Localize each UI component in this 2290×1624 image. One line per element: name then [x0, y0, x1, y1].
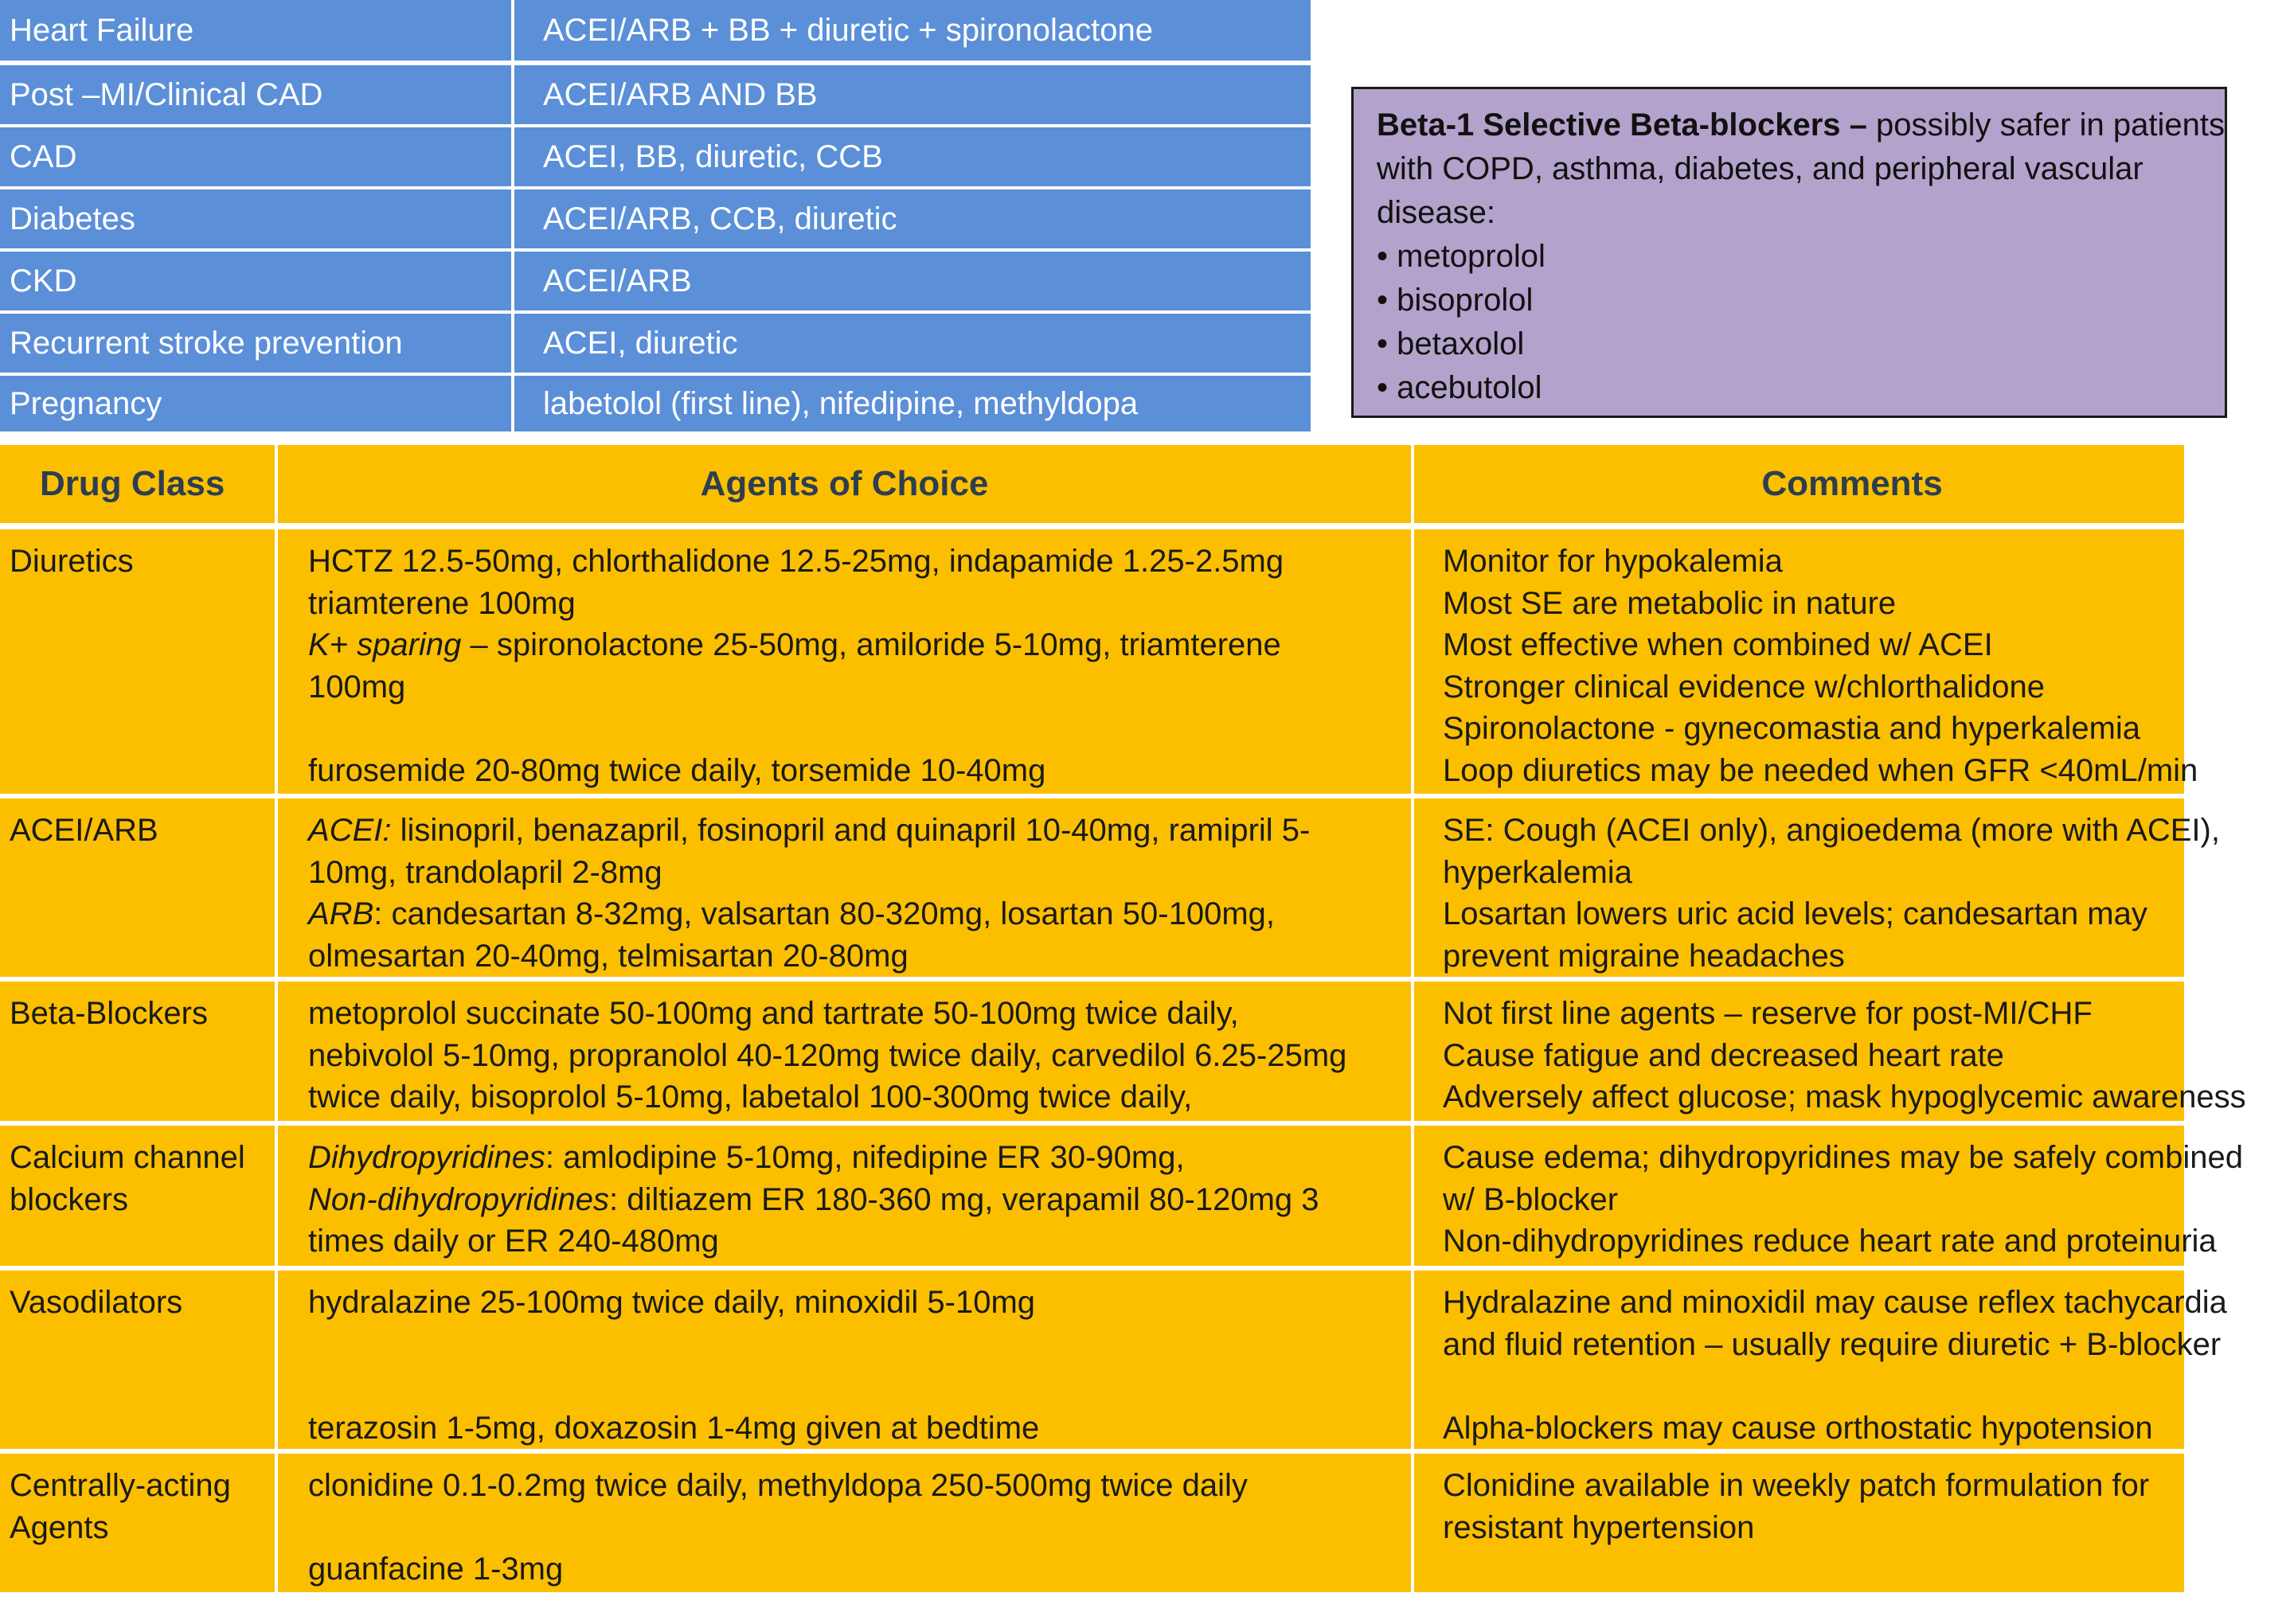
drug-class-line: Calcium channel: [10, 1140, 245, 1175]
beta-box-intro-3: disease:: [1377, 195, 1495, 230]
agents-line: ACEI: lisinopril, benazapril, fosinopril and quinapril 10-40mg, ramipril 5-: [308, 813, 1311, 848]
drug-class-table: [0, 445, 2246, 1592]
drug-class-cell: [0, 1454, 275, 1592]
comments-line: Alpha-blockers may cause orthostatic hypotension: [1443, 1410, 2153, 1446]
beta-box-drug: • acebutolol: [1377, 366, 2225, 410]
agents-line: hydralazine 25-100mg twice daily, minoxidil 5-10mg: [308, 1285, 1036, 1320]
comments-line: and fluid retention – usually require diuretic + B-blocker: [1443, 1326, 2222, 1362]
indication-row: [0, 252, 1311, 310]
beta-box-title: Beta-1 Selective Beta-blockers –: [1377, 107, 1867, 142]
indication-condition: Recurrent stroke prevention: [10, 326, 403, 361]
comments-line: w/ B-blocker: [1443, 1181, 1619, 1217]
drug-class-line: Vasodilators: [10, 1285, 183, 1320]
agents-line: ARB: candesartan 8-32mg, valsartan 80-320mg, losartan 50-100mg,: [308, 896, 1276, 931]
agents-subclass-label: K+ sparing: [308, 627, 462, 662]
comments-line: Cause fatigue and decreased heart rate: [1443, 1037, 2004, 1073]
agents-cell: [278, 1454, 1411, 1592]
table-row: [0, 1271, 2227, 1449]
indication-row: [0, 314, 1311, 373]
agents-line: guanfacine 1-3mg: [308, 1552, 564, 1587]
agents-line: nebivolol 5-10mg, propranolol 40-120mg twice daily, carvedilol 6.25-25mg: [308, 1037, 1347, 1073]
comments-line: hyperkalemia: [1443, 854, 1632, 890]
agents-line: Non-dihydropyridines: diltiazem ER 180-360 mg, verapamil 80-120mg 3: [308, 1181, 1319, 1217]
drug-class-cell: [0, 529, 275, 794]
agents-blank-line: [308, 708, 1411, 750]
drug-class-line: Agents: [10, 1509, 109, 1545]
comments-line: Non-dihydropyridines reduce heart rate and proteinuria: [1443, 1224, 2217, 1259]
agents-blank-line: [308, 1365, 1411, 1407]
drug-class-cell: [0, 982, 275, 1121]
agents-line: triamterene 100mg: [308, 585, 576, 621]
agents-line: times daily or ER 240-480mg: [308, 1224, 719, 1259]
agents-line: terazosin 1-5mg, doxazosin 1-4mg given at bedtime: [308, 1410, 1040, 1446]
indication-condition: Diabetes: [10, 201, 135, 236]
agents-cell: [278, 1271, 1411, 1449]
drug-class-cell: [0, 798, 275, 977]
table-row: [0, 1454, 2184, 1592]
indication-row: [0, 189, 1311, 248]
comments-cell: [1414, 1454, 2184, 1592]
indication-condition: Heart Failure: [10, 13, 194, 48]
table-row: [0, 529, 2198, 794]
agents-line: Dihydropyridines: amlodipine 5-10mg, nifedipine ER 30-90mg,: [308, 1140, 1185, 1175]
beta-box-drug: • bisoprolol: [1377, 279, 2225, 322]
beta-box-drug-list: [1377, 235, 2225, 410]
comments-line: Hydralazine and minoxidil may cause reflex tachycardia: [1443, 1285, 2227, 1320]
beta-box-intro-2: with COPD, asthma, diabetes, and peripheral vascular: [1377, 151, 2143, 186]
agents-line: clonidine 0.1-0.2mg twice daily, methyldopa 250-500mg twice daily: [308, 1468, 1248, 1503]
drug-class-cell: [0, 1126, 275, 1266]
comments-blank-line: [1443, 1365, 2184, 1407]
comments-line: Loop diuretics may be needed when GFR <40mL/min: [1443, 752, 2198, 788]
beta-box-drug: • metoprolol: [1377, 235, 2225, 279]
indication-row: [0, 0, 1311, 61]
comments-cell: [1414, 1271, 2227, 1449]
comments-line: Monitor for hypokalemia: [1443, 544, 1783, 579]
comments-line: Clonidine available in weekly patch formulation for: [1443, 1468, 2150, 1503]
comments-line: Stronger clinical evidence w/chlorthalidone: [1443, 669, 2045, 705]
indication-condition: Post –MI/Clinical CAD: [10, 77, 323, 112]
drug-class-line: ACEI/ARB: [10, 813, 158, 848]
beta1-selective-box: [1351, 87, 2227, 418]
comments-line: Adversely affect glucose; mask hypoglycemic awareness: [1443, 1079, 2246, 1115]
table-row: [0, 798, 2220, 977]
agents-subclass-label: ARB: [308, 896, 374, 931]
agents-line: HCTZ 12.5-50mg, chlorthalidone 12.5-25mg, indapamide 1.25-2.5mg: [308, 544, 1284, 579]
comments-cell: [1414, 982, 2246, 1121]
drug-class-cell: [0, 1271, 275, 1449]
agents-line: metoprolol succinate 50-100mg and tartrate 50-100mg twice daily,: [308, 996, 1239, 1031]
agents-line: 100mg: [308, 669, 406, 705]
agents-cell: [278, 529, 1411, 794]
beta-box-intro-1: possibly safer in patients: [1866, 107, 2225, 142]
indication-condition: Pregnancy: [10, 386, 162, 421]
indication-therapy: labetolol (first line), nifedipine, methyldopa: [543, 386, 1139, 421]
agents-subclass-label: Dihydropyridines: [308, 1140, 545, 1175]
beta-box-line-1: [1377, 103, 2225, 147]
comments-line: Not first line agents – reserve for post-MI/CHF: [1443, 996, 2093, 1031]
agents-blank-line: [308, 1507, 1411, 1549]
drug-class-line: Diuretics: [10, 544, 134, 579]
comments-line: resistant hypertension: [1443, 1509, 1755, 1545]
indication-therapy: ACEI/ARB AND BB: [543, 77, 818, 112]
header-drug-class: Drug Class: [40, 463, 225, 503]
indication-therapy: ACEI/ARB: [543, 264, 692, 299]
agents-subclass-label: Non-dihydropyridines: [308, 1181, 609, 1217]
agents-subclass-label: ACEI:: [308, 813, 392, 848]
drug-class-line: Centrally-acting: [10, 1468, 231, 1503]
comments-line: Spironolactone - gynecomastia and hyperkalemia: [1443, 711, 2141, 746]
comments-line: Most SE are metabolic in nature: [1443, 585, 1897, 621]
header-comments: Comments: [1761, 463, 1943, 503]
indication-row: [0, 376, 1311, 431]
indication-therapy: ACEI, diuretic: [543, 326, 738, 361]
agents-cell: [278, 798, 1411, 977]
agents-line: K+ sparing – spironolactone 25-50mg, amiloride 5-10mg, triamterene: [308, 627, 1281, 662]
indication-row: [0, 65, 1311, 124]
comments-cell: [1414, 529, 2198, 794]
indication-condition: CAD: [10, 139, 77, 174]
agents-line: twice daily, bisoprolol 5-10mg, labetalol 100-300mg twice daily,: [308, 1079, 1193, 1115]
comments-line: Cause edema; dihydropyridines may be safely combined: [1443, 1140, 2243, 1175]
comments-line: prevent migraine headaches: [1443, 938, 1845, 974]
beta-box-drug: • betaxolol: [1377, 322, 2225, 366]
table-row: [0, 1126, 2243, 1266]
comments-line: SE: Cough (ACEI only), angioedema (more with ACEI),: [1443, 813, 2220, 848]
table-header-row: [0, 445, 2184, 523]
drug-class-line: Beta-Blockers: [10, 996, 208, 1031]
indication-therapy: ACEI/ARB + BB + diuretic + spironolactone: [543, 13, 1153, 48]
comments-cell: [1414, 1126, 2243, 1266]
agents-line: 10mg, trandolapril 2-8mg: [308, 854, 662, 890]
indication-row: [0, 127, 1311, 186]
comments-cell: [1414, 798, 2220, 977]
table-row: [0, 982, 2246, 1121]
indication-therapy: ACEI, BB, diuretic, CCB: [543, 139, 883, 174]
drug-class-line: blockers: [10, 1181, 128, 1217]
agents-line: olmesartan 20-40mg, telmisartan 20-80mg: [308, 938, 909, 974]
agents-blank-line: [308, 1324, 1411, 1366]
agents-line: furosemide 20-80mg twice daily, torsemide 10-40mg: [308, 752, 1046, 788]
agents-cell: [278, 982, 1411, 1121]
comments-line: Most effective when combined w/ ACEI: [1443, 627, 1993, 662]
header-agents-of-choice: Agents of Choice: [700, 463, 989, 503]
indication-therapy: ACEI/ARB, CCB, diuretic: [543, 201, 897, 236]
comments-line: Losartan lowers uric acid levels; candesartan may: [1443, 896, 2147, 931]
agents-cell: [278, 1126, 1411, 1266]
indication-condition: CKD: [10, 264, 77, 299]
